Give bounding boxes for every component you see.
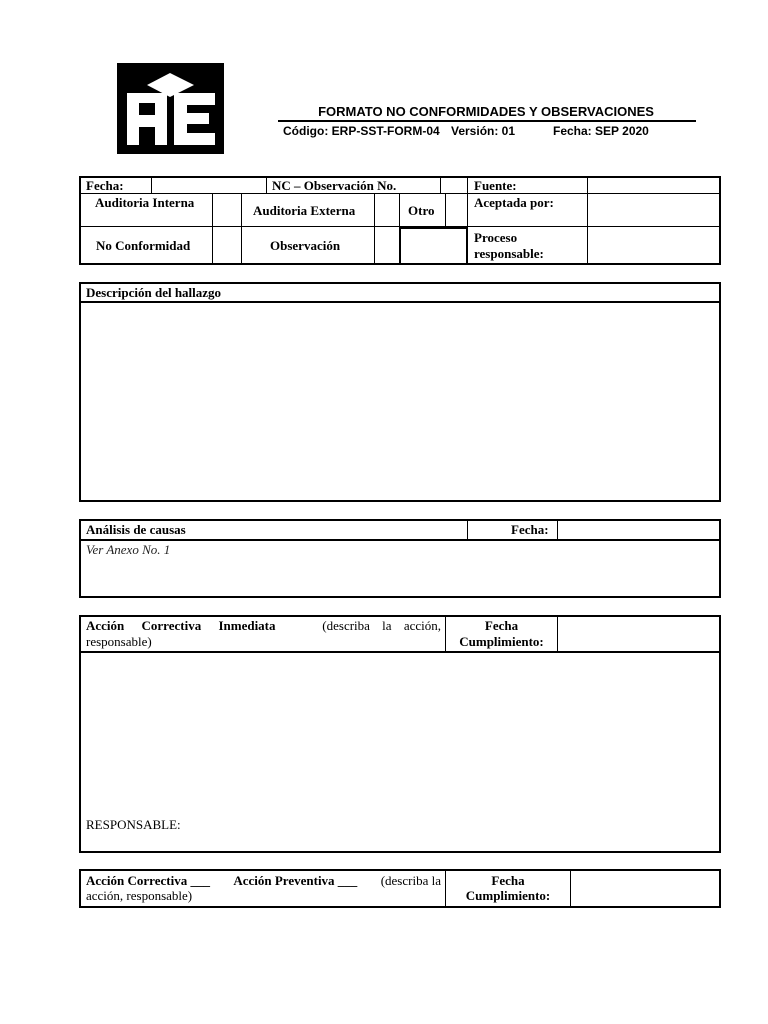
proceso-label: Proceso bbox=[474, 230, 518, 245]
table-line bbox=[151, 177, 152, 193]
otro-label: Otro bbox=[408, 203, 435, 218]
auditoria-externa-label: Auditoria Externa bbox=[253, 203, 356, 218]
accion-correctiva-line2: acción, responsable) bbox=[86, 888, 193, 903]
fuente-label: Fuente: bbox=[474, 178, 517, 193]
responsable-label: responsable: bbox=[474, 246, 544, 261]
table-line bbox=[266, 177, 267, 193]
table-line bbox=[212, 193, 213, 264]
table-line bbox=[440, 177, 441, 193]
no-conformidad-label: No Conformidad bbox=[96, 238, 191, 253]
table-line bbox=[374, 193, 375, 264]
document-date: Fecha: SEP 2020 bbox=[553, 124, 649, 138]
accion-correctiva-heading bbox=[86, 873, 441, 889]
accion-preventiva-label: Acción Preventiva ___ bbox=[233, 873, 358, 888]
accion-inmediata-title: Acción Correctiva Inmediata bbox=[86, 618, 276, 633]
observacion-label: Observación bbox=[270, 238, 341, 253]
title-rule bbox=[278, 120, 696, 122]
descripcion-field[interactable] bbox=[82, 305, 718, 499]
accion-inmediata-cumplimiento-label: Cumplimiento: bbox=[459, 634, 544, 649]
analisis-label: Análisis de causas bbox=[86, 522, 186, 537]
section-line bbox=[557, 616, 558, 651]
aceptada-por-label: Aceptada por: bbox=[474, 195, 554, 210]
otro-check-box[interactable] bbox=[399, 227, 468, 265]
accion-correctiva-fecha-label: Fecha bbox=[491, 873, 525, 888]
analisis-fecha-label: Fecha: bbox=[511, 522, 549, 537]
section-line bbox=[80, 651, 720, 653]
accion-inmediata-field[interactable] bbox=[82, 655, 718, 815]
accion-inmediata-heading bbox=[86, 618, 441, 634]
document-version: Versión: 01 bbox=[451, 124, 516, 138]
section-line bbox=[570, 870, 571, 907]
section-line bbox=[557, 520, 558, 539]
table-line bbox=[587, 177, 588, 264]
accion-correctiva-label: Acción Correctiva ___ bbox=[86, 873, 210, 888]
section-line bbox=[467, 520, 468, 539]
section-line bbox=[80, 539, 720, 541]
accion-correctiva-cumplimiento-label: Cumplimiento: bbox=[465, 888, 551, 903]
section-line bbox=[80, 301, 720, 303]
accion-correctiva-paren: (describa la bbox=[380, 873, 441, 888]
fecha-label: Fecha: bbox=[86, 178, 124, 193]
descripcion-label: Descripción del hallazgo bbox=[86, 285, 222, 300]
accion-inmediata-fecha-label: Fecha bbox=[484, 618, 519, 633]
document-title: FORMATO NO CONFORMIDADES Y OBSERVACIONES bbox=[318, 104, 654, 119]
accion-inmediata-paren: (describa la acción, bbox=[322, 618, 441, 633]
company-logo bbox=[117, 63, 224, 154]
document-code: Código: ERP-SST-FORM-04 bbox=[283, 124, 440, 138]
responsable-field-label: RESPONSABLE: bbox=[86, 817, 181, 832]
analisis-note: Ver Anexo No. 1 bbox=[86, 542, 171, 557]
nc-observacion-label: NC – Observación No. bbox=[272, 178, 397, 193]
table-line bbox=[241, 193, 242, 264]
accion-inmediata-line2: responsable) bbox=[86, 634, 152, 649]
table-line bbox=[80, 193, 720, 194]
table-line bbox=[445, 193, 446, 227]
auditoria-interna-label: Auditoria Interna bbox=[95, 195, 195, 210]
